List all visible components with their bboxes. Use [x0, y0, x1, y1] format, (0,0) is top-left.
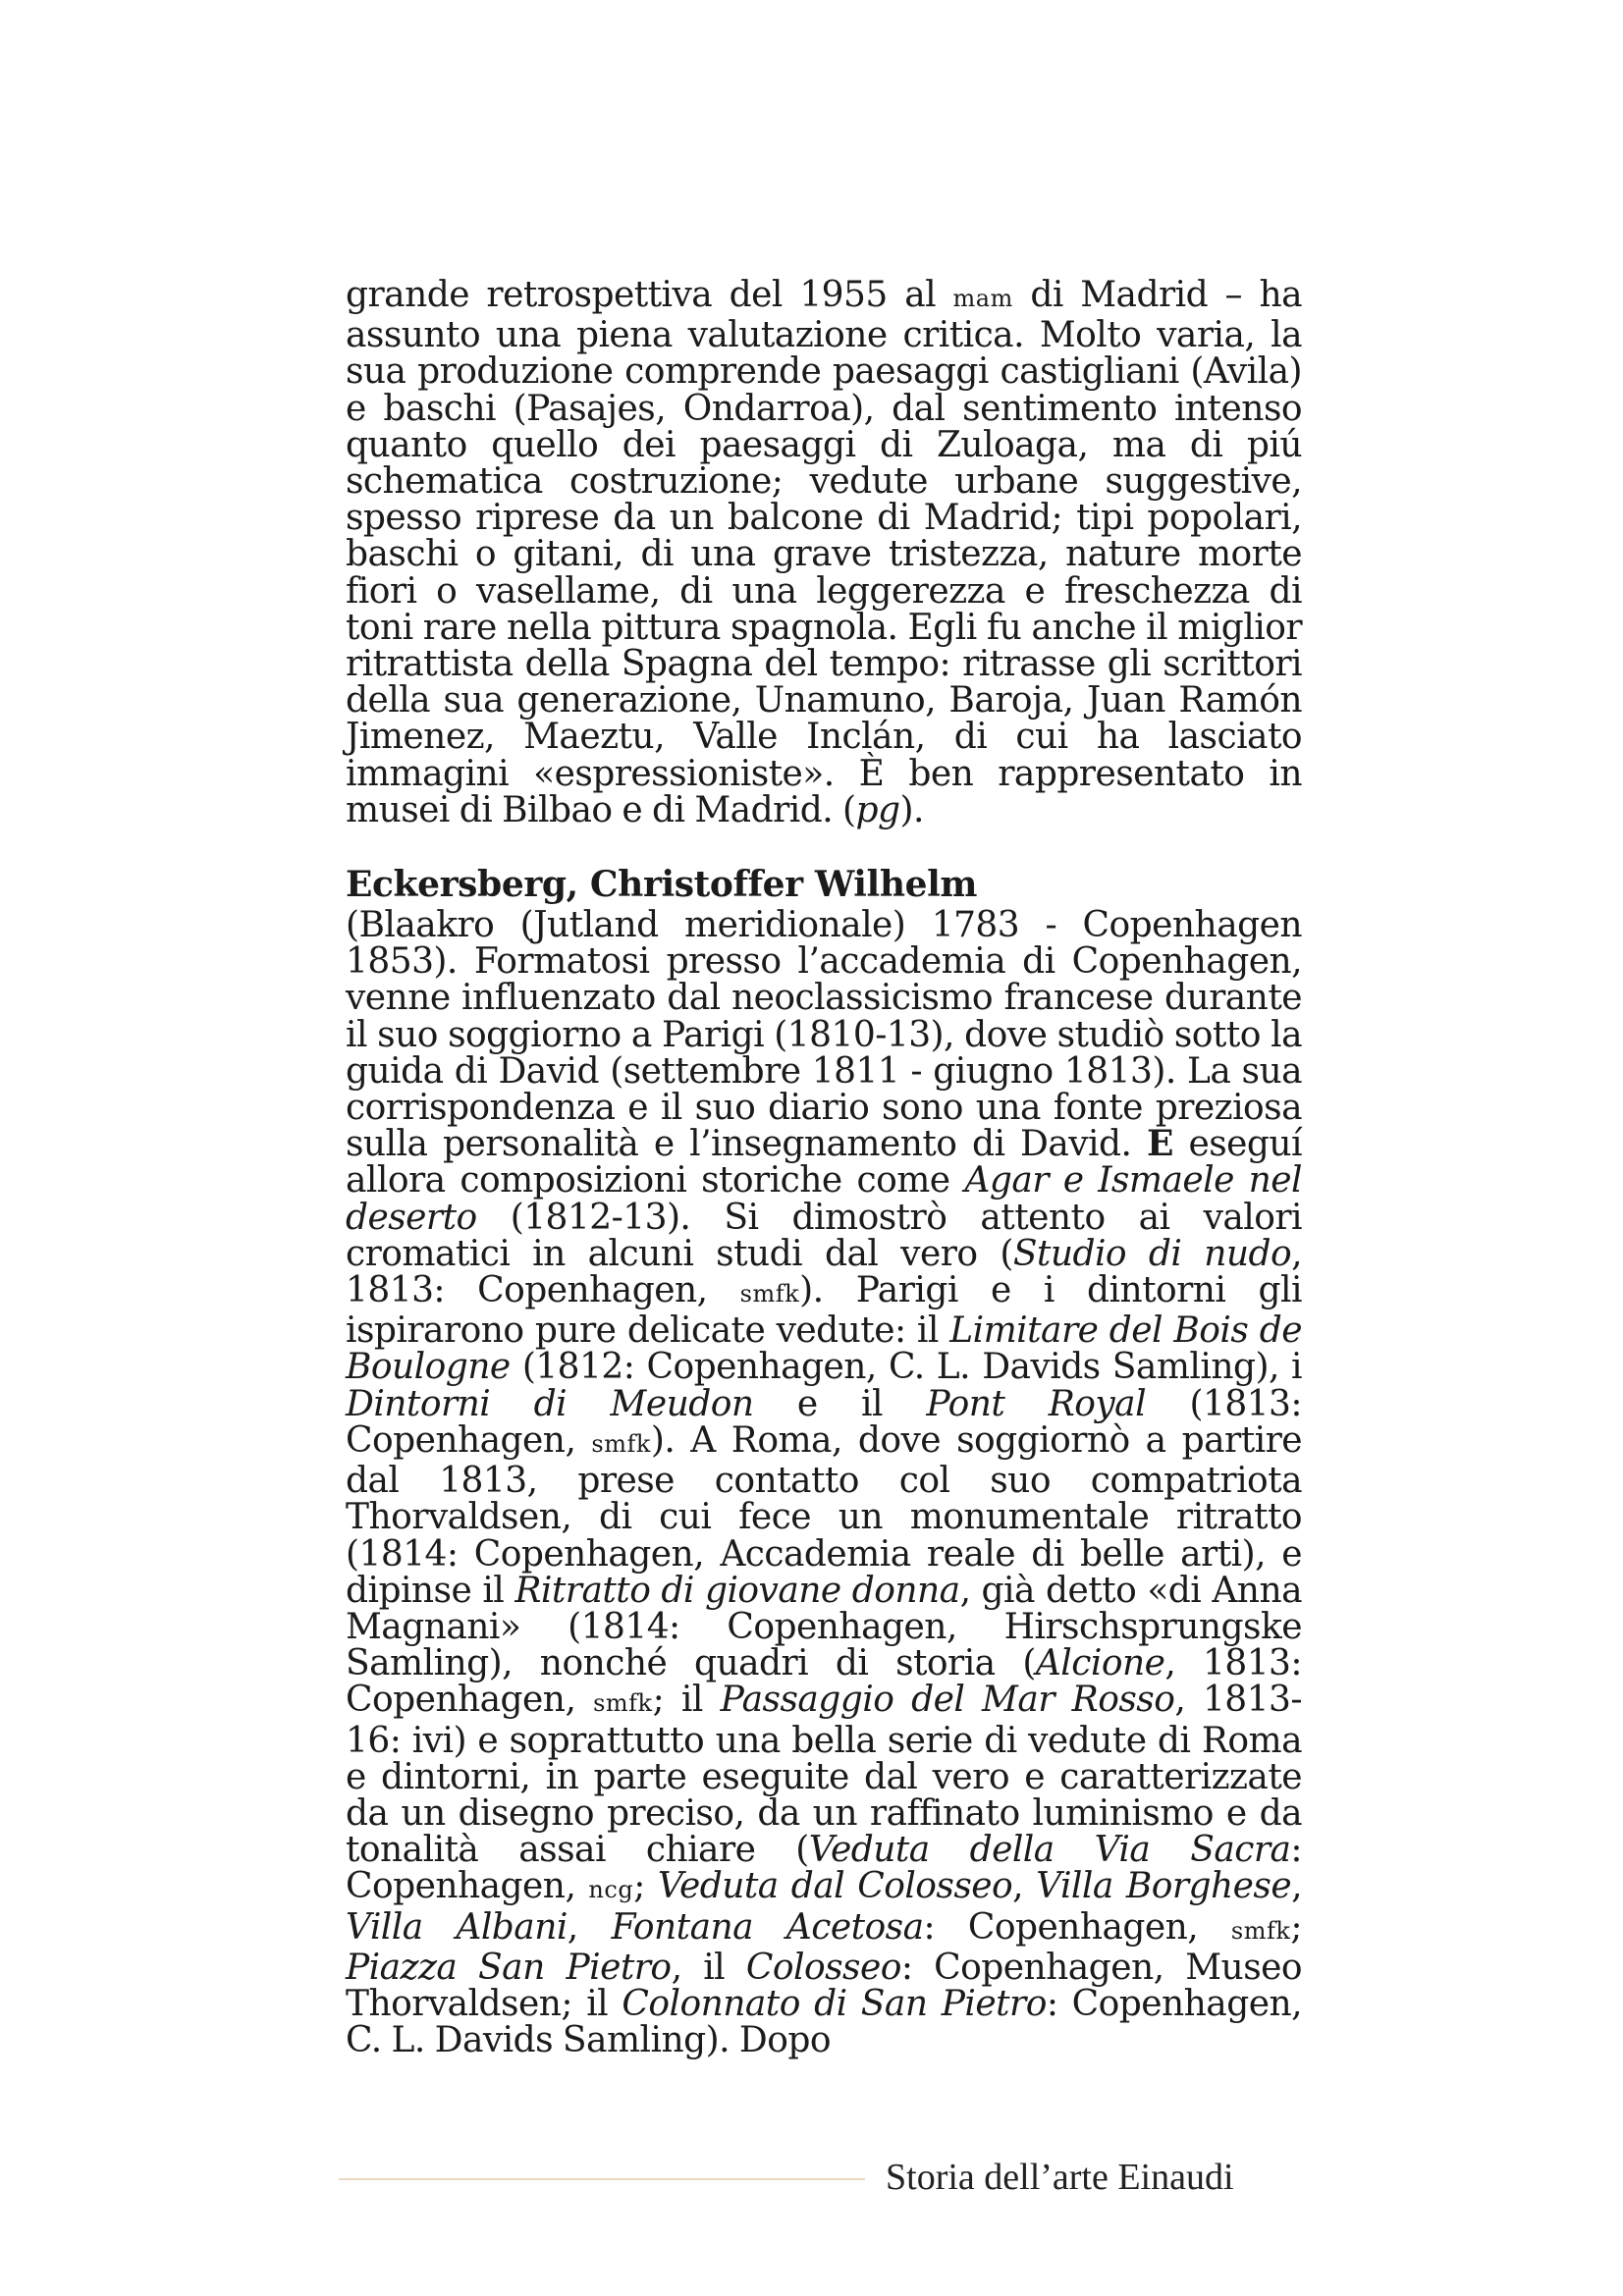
italic-run: Colosseo — [745, 1947, 901, 1988]
smallcaps-abbrev: ncg — [588, 1876, 634, 1904]
text-column — [346, 275, 1303, 2061]
text-run: (1812-13). Si dimostrò attento ai valori cromatici in alcuni studi dal vero ( — [346, 1197, 1302, 1274]
text-run: ; — [1290, 1906, 1303, 1948]
text-run: eseguí allora composizioni storiche come — [346, 1124, 1302, 1201]
text-run: : Copenhagen, Museo Thorvaldsen; il — [346, 1947, 1302, 2024]
text-run: : Copenhagen, — [346, 1830, 1303, 1907]
text-run: ; il — [652, 1680, 721, 1721]
smallcaps-abbrev: smfk — [1230, 1916, 1291, 1945]
paragraph-entry-body — [346, 905, 1303, 2061]
text-run: , il — [671, 1947, 746, 1988]
text-run: e il — [753, 1383, 927, 1424]
smallcaps-abbrev: smfk — [593, 1689, 653, 1718]
footer-publication-title: Storia dell’arte Einaudi — [886, 2157, 1234, 2198]
text-run: ). — [899, 789, 924, 830]
text-run: ; — [633, 1866, 658, 1907]
italic-run: Passaggio del Mar Rosso — [720, 1680, 1175, 1721]
footer-rule — [339, 2178, 865, 2180]
italic-run: Villa Borghese — [1036, 1866, 1292, 1907]
paragraph-intro — [346, 277, 1302, 828]
italic-run: Veduta della Via Sacra — [808, 1830, 1291, 1871]
text-run: di Madrid – ha assunto una piena valutazione critica. Molto varia, la sua produzione comprende paesaggi castigliani (Avila) e baschi (Pasajes, Ondarroa), dal sentimento intenso quanto quello dei paesaggi di Zuloaga, ma di piú schematica costruzione; vedute urbane suggestive, spesso riprese da un balcone di Madrid; tipi popolari, baschi o gitani, di una grave tristezza, nature morte fiori o vasellame, di una leggerezza e freschezza di toni rare nella pittura spagnola. Egli fu anche il miglior ritrattista della Spagna del tempo: ritrasse gli scrittori della sua generazione, Unamuno, Baroja, Juan Ramón Jimenez, Maeztu, Valle Inclán, di cui ha lasciato immagini «espressioniste». È ben rappresentato in musei di Bilbao e di Madrid. ( — [346, 275, 1302, 830]
italic-run: Villa Albani — [346, 1906, 568, 1948]
italic-run: pg — [855, 789, 900, 830]
bold-run: E — [1146, 1123, 1173, 1165]
text-run: , — [567, 1906, 612, 1948]
text-run: ). A Roma, dove soggiornò a partire dal 1813, prese contatto col suo compatriota Thorvaldsen, di cui fece un monumentale ritratto (1814: Copenhagen, Accademia reale di belle arti), e dipinse il — [346, 1419, 1302, 1611]
text-run: (1812: Copenhagen, C. L. Davids Samling), i — [510, 1347, 1302, 1388]
text-run: , già detto «di Anna Magnani» (1814: Copenhagen, Hirschsprungske Samling), nonché quadri di storia ( — [346, 1570, 1302, 1684]
italic-run: Dintorni di Meudon — [346, 1383, 754, 1424]
smallcaps-abbrev: smfk — [739, 1280, 800, 1308]
smallcaps-abbrev: mam — [952, 285, 1013, 312]
text-run: grande retrospettiva del 1955 al — [346, 275, 953, 315]
italic-run: Ritratto di giovane donna — [514, 1570, 960, 1611]
text-run: (Blaakro (Jutland meridionale) 1783 - Copenhagen 1853). Formatosi presso l’accademia di Copenhagen, venne influenzato dal neoclassicismo francese durante il suo soggiorno a Parigi (1810-13), dove studiò sotto la guida di David (settembre 1811 - giugno 1813). La sua corrispondenza e il suo diario sono una fonte preziosa sulla personalità e l’insegnamento di David. — [346, 905, 1302, 1165]
text-run: , — [1012, 1866, 1037, 1907]
entry-title: Eckersberg, Christoffer Wilhelm — [346, 864, 978, 906]
italic-run: Alcione — [1035, 1643, 1165, 1684]
smallcaps-abbrev: smfk — [591, 1429, 651, 1458]
text-run: , 1813: Copenhagen, — [346, 1233, 1302, 1311]
text-run: : Copenhagen, — [923, 1906, 1231, 1948]
italic-run: Studio di nudo — [1012, 1233, 1292, 1274]
italic-run: Colonnato di San Pietro — [622, 1983, 1047, 2024]
text-run: ). Parigi e i dintorni gli ispirarono pure delicate vedute: il — [346, 1270, 1302, 1352]
italic-run: Veduta dal Colosseo — [657, 1866, 1013, 1907]
text-run: , — [1291, 1866, 1303, 1907]
italic-run: Agar e Ismaele nel deserto — [346, 1160, 1302, 1238]
text-run: (1813: Copenhagen, — [346, 1383, 1302, 1461]
text-run: : Copenhagen, C. L. Davids Samling). Dopo — [346, 1983, 1302, 2061]
italic-run: Piazza San Pietro — [346, 1947, 672, 1988]
italic-run: Pont Royal — [926, 1383, 1147, 1424]
text-run: , 1813: Copenhagen, — [346, 1643, 1302, 1721]
text-run: , 1813-16: ivi) e soprattutto una bella serie di vedute di Roma e dintorni, in parte eseguite dal vero e caratterizzate da un disegno preciso, da un raffinato luminismo e da tonalità assai chiare ( — [346, 1680, 1302, 1871]
italic-run: Fontana Acetosa — [611, 1906, 924, 1948]
italic-run: Limitare del Bois de Boulogne — [346, 1310, 1302, 1388]
